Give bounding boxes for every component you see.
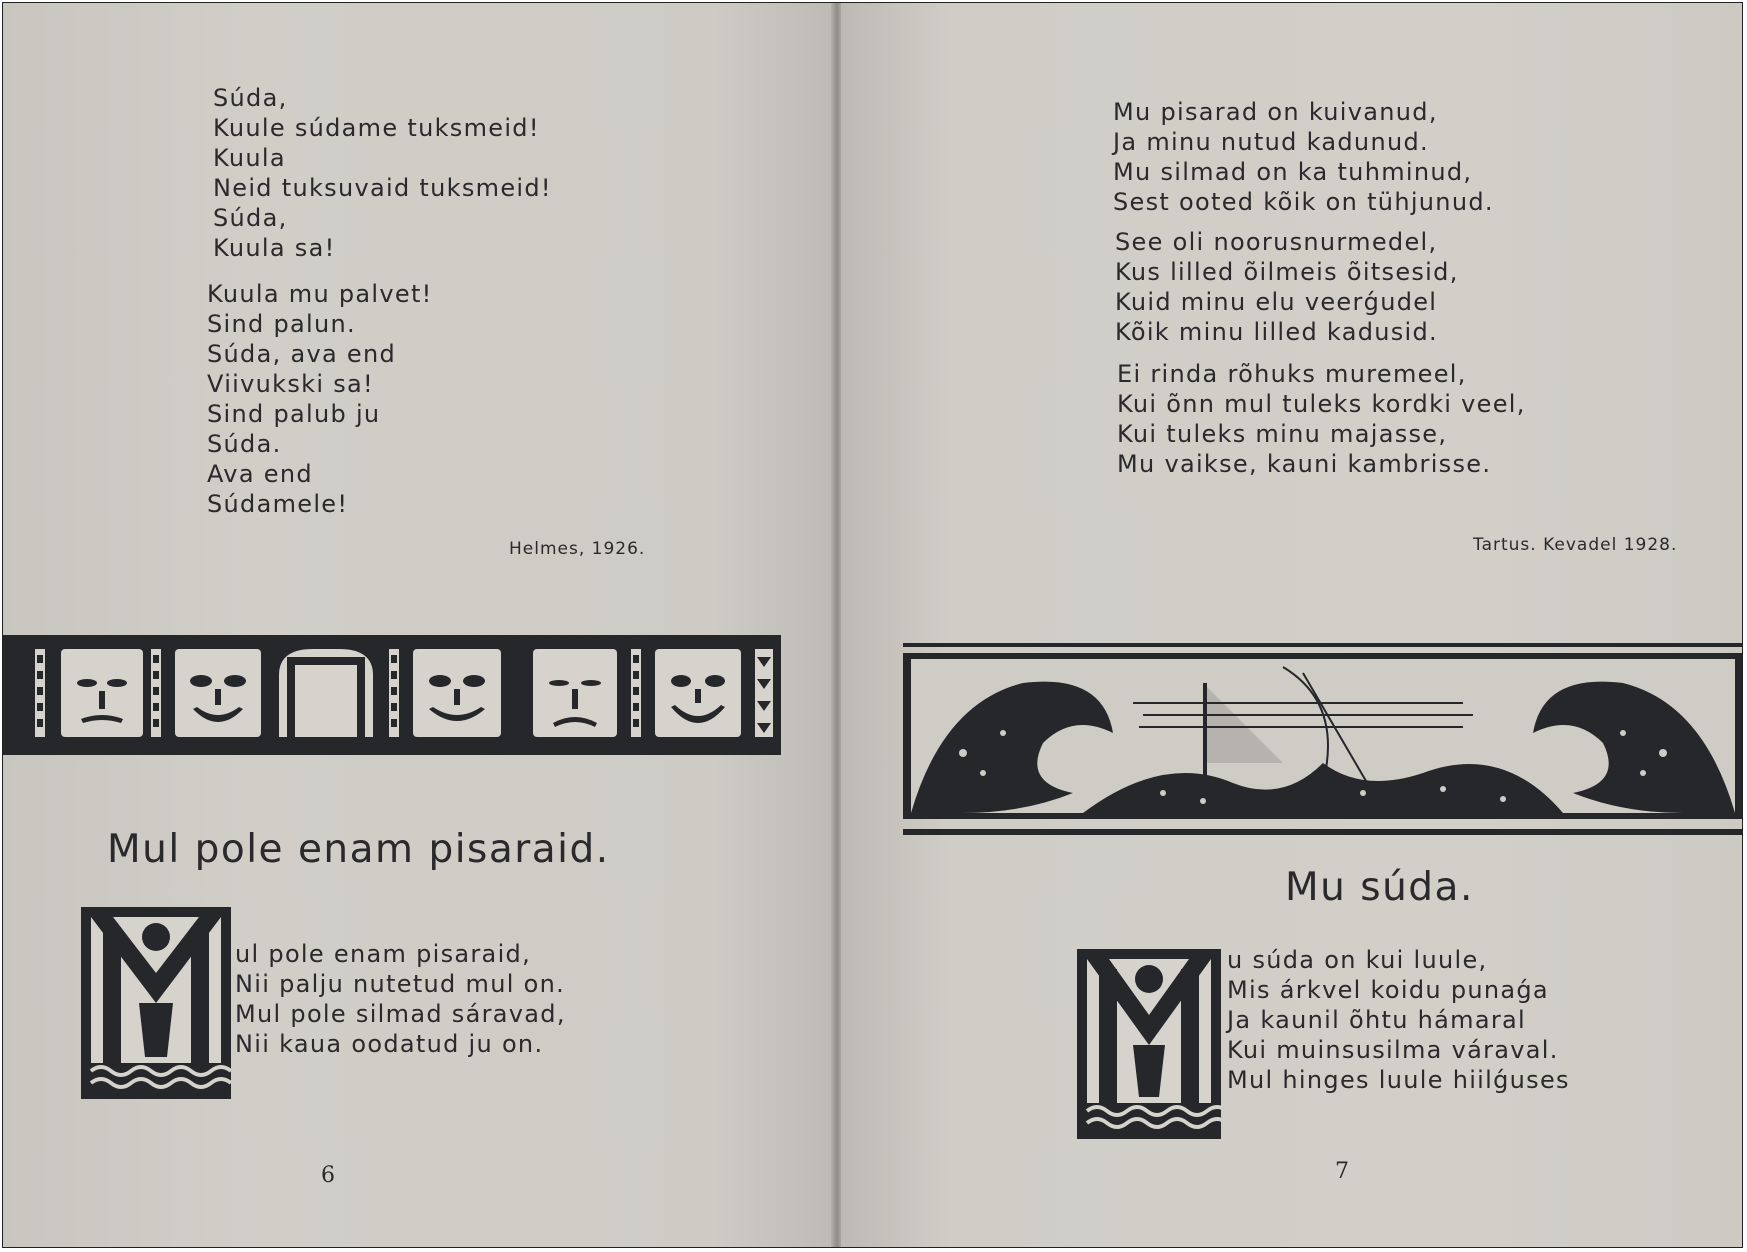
poem-line: Súda. xyxy=(207,430,282,458)
poem-line: Ava end xyxy=(207,460,313,488)
poem-line: Mu silmad on ka tuhminud, xyxy=(1113,158,1473,186)
poem-line: Súda, xyxy=(213,204,288,232)
poem-line: Súdamele! xyxy=(207,490,349,518)
poem-line: ul pole enam pisaraid, xyxy=(235,940,531,968)
left-poem-stanza-1 xyxy=(213,83,552,263)
left-page xyxy=(3,3,838,1248)
poem-line: Ja minu nutud kadunud. xyxy=(1113,128,1429,156)
poem-line: Sind palun. xyxy=(207,310,356,338)
initial-letter-m-ornament xyxy=(1077,949,1221,1139)
left-poem-stanza-2 xyxy=(207,279,433,519)
poem-line: Ei rinda rõhuks muremeel, xyxy=(1117,360,1467,388)
poem-line: Kuula xyxy=(213,144,286,172)
page-number-right: 7 xyxy=(1335,1159,1349,1184)
poem-line: Mul pole silmad sáravad, xyxy=(235,1000,566,1028)
poem-line: Sind palub ju xyxy=(207,400,381,428)
poem-line: Viivukski sa! xyxy=(207,370,374,398)
poem-line: Súda, xyxy=(213,84,288,112)
poem-line: Sest ooted kõik on tühjunud. xyxy=(1113,188,1494,216)
open-book xyxy=(2,2,1743,1248)
poem-line: Kui õnn mul tuleks kordki veel, xyxy=(1117,390,1526,418)
poem-line: See oli noorusnurmedel, xyxy=(1115,228,1438,256)
masks-frieze-illustration xyxy=(3,635,781,761)
poem-line: Nii kaua oodatud ju on. xyxy=(235,1030,544,1058)
poem-line: Mul hinges luule hiilǵuses xyxy=(1227,1066,1570,1094)
poem-line: Kõik minu lilled kadusid. xyxy=(1115,318,1438,346)
right-signature: Tartus. Kevadel 1928. xyxy=(1473,535,1678,555)
poem-line: Kui muinsusilma váraval. xyxy=(1227,1036,1559,1064)
right-page xyxy=(841,3,1743,1248)
right-poem-title: Mu súda. xyxy=(1285,865,1474,910)
poem-line: Kuid minu elu veerǵudel xyxy=(1115,288,1438,316)
right-poem-stanza-3 xyxy=(1117,359,1526,479)
right-poem-first-stanza xyxy=(1227,945,1570,1095)
poem-line: Kus lilled õilmeis õitsesid, xyxy=(1115,258,1459,286)
poem-line: Kuule súdame tuksmeid! xyxy=(213,114,540,142)
poem-line: Kui tuleks minu majasse, xyxy=(1117,420,1448,448)
poem-line: Neid tuksuvaid tuksmeid! xyxy=(213,174,552,202)
initial-letter-m-ornament xyxy=(81,907,231,1099)
poem-line: Mu pisarad on kuivanud, xyxy=(1113,98,1438,126)
poem-line: Ja kaunil õhtu hámaral xyxy=(1227,1006,1526,1034)
poem-line: Mis árkvel koidu punaǵa xyxy=(1227,976,1549,1004)
left-signature: Helmes, 1926. xyxy=(509,539,646,559)
right-poem-stanza-2 xyxy=(1115,227,1459,347)
poem-line: u súda on kui luule, xyxy=(1227,946,1488,974)
poem-line: Kuula mu palvet! xyxy=(207,280,433,308)
left-poem-first-stanza xyxy=(235,939,566,1059)
waves-ship-frieze-illustration xyxy=(903,643,1743,835)
left-poem-title: Mul pole enam pisaraid. xyxy=(107,827,610,872)
poem-line: Kuula sa! xyxy=(213,234,336,262)
poem-line: Mu vaikse, kauni kambrisse. xyxy=(1117,450,1492,478)
right-poem-stanza-1 xyxy=(1113,97,1494,217)
poem-line: Nii palju nutetud mul on. xyxy=(235,970,566,998)
page-number-left: 6 xyxy=(321,1163,335,1188)
poem-line: Súda, ava end xyxy=(207,340,397,368)
